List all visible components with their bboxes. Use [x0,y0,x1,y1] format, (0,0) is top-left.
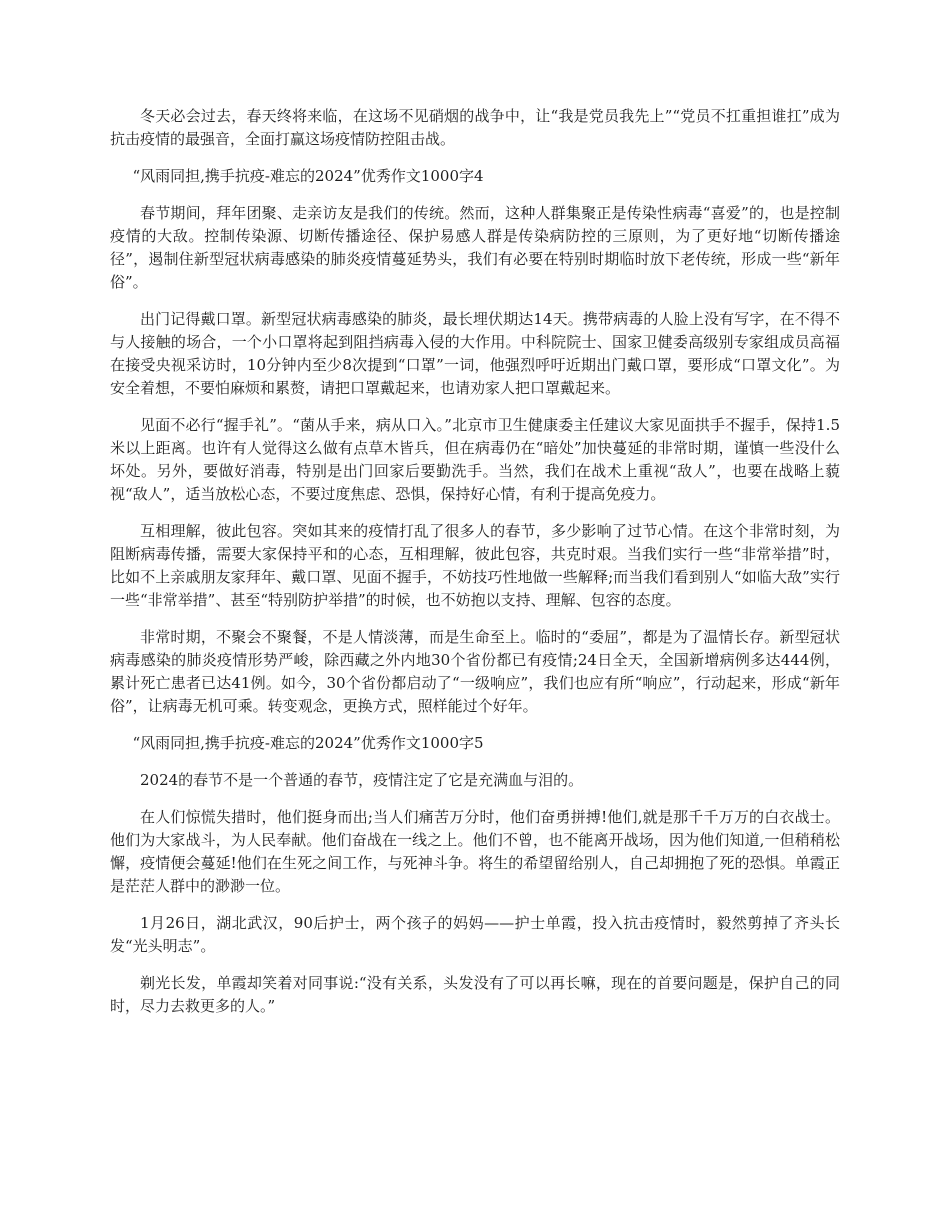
paragraph: 非常时期，不聚会不聚餐，不是人情淡薄，而是生命至上。临时的“委屈”，都是为了温情长存。新型冠状病毒感染的肺炎疫情形势严峻，除西藏之外内地30个省份都已有疫情;24日全天，全国新增病例多达444例，累计死亡患者已达41例。如今，30个省份都启动了“一级响应”，我们也应有所“响应”，行动起来，形成“新年俗”，让病毒无机可乘。转变观念，更换方式，照样能过个好年。 [110,628,840,715]
paragraph: 见面不必行“握手礼”。“菌从手来，病从口入。”北京市卫生健康委主任建议大家见面拱手不握手，保持1.5米以上距离。也许有人觉得这么做有点草木皆兵，但在病毒仍在“暗处”加快蔓延的非常时期，谨慎一些没什么坏处。另外，要做好消毒，特别是出门回家后要勤洗手。当然，我们在战术上重视“敌人”，也要在战略上藐视“敌人”，适当放松心态，不要过度焦虑、恐惧，保持好心情，有利于提高免疫力。 [110,416,840,503]
paragraph: 出门记得戴口罩。新型冠状病毒感染的肺炎，最长埋伏期达14天。携带病毒的人脸上没有写字，在不得不与人接触的场合，一个小口罩将起到阻挡病毒入侵的大作用。中科院院士、国家卫健委高级别专家组成员高福在接受央视采访时，10分钟内至少8次提到“口罩”一词，他强烈呼吁近期出门戴口罩，要形成“口罩文化”。为安全着想，不要怕麻烦和累赘，请把口罩戴起来，也请劝家人把口罩戴起来。 [110,310,840,397]
paragraph: 冬天必会过去，春天终将来临，在这场不见硝烟的战争中，让“我是党员我先上”“党员不扛重担谁扛”成为抗击疫情的最强音，全面打赢这场疫情防控阻击战。 [110,107,840,148]
paragraph: 剃光长发，单霞却笑着对同事说:“没有关系，头发没有了可以再长嘛，现在的首要问题是，保护自己的同时，尽力去救更多的人。” [110,974,840,1015]
essay-heading: “风雨同担,携手抗疫-难忘的2024”优秀作文1000字5 [132,734,484,752]
paragraph: 在人们惊慌失措时，他们挺身而出;当人们痛苦万分时，他们奋勇拼搏!他们,就是那千千万万的白衣战士。他们为大家战斗，为人民奉献。他们奋战在一线之上。他们不曾，也不能离开战场，因为他们知道,一但稍稍松懈，疫情便会蔓延!他们在生死之间工作，与死神斗争。将生的希望留给别人，自己却拥抱了死的恐惧。单霞正是茫茫人群中的渺渺一位。 [110,808,840,895]
paragraph: 1月26日，湖北武汉，90后护士，两个孩子的妈妈——护士单霞，投入抗击疫情时，毅然剪掉了齐头长发“光头明志”。 [110,914,840,955]
paragraph: 互相理解，彼此包容。突如其来的疫情打乱了很多人的春节，多少影响了过节心情。在这个非常时刻，为阻断病毒传播，需要大家保持平和的心态，互相理解，彼此包容，共克时艰。当我们实行一些“非常举措”时，比如不上亲戚朋友家拜年、戴口罩、见面不握手，不妨技巧性地做一些解释;而当我们看到别人“如临大敌”实行一些“非常举措”、甚至“特别防护举措”的时候，也不妨抱以支持、理解、包容的态度。 [110,522,840,609]
paragraph: 春节期间，拜年团聚、走亲访友是我们的传统。然而，这种人群集聚正是传染性病毒“喜爱”的，也是控制疫情的大敌。控制传染源、切断传播途径、保护易感人群是传染病防控的三原则，为了更好地“切断传播途径”，遏制住新型冠状病毒感染的肺炎疫情蔓延势头，我们有必要在特别时期临时放下老传统，形成一些“新年俗”。 [110,204,840,291]
essay-heading: “风雨同担,携手抗疫-难忘的2024”优秀作文1000字4 [132,167,484,185]
paragraph: 2024的春节不是一个普通的春节，疫情注定了它是充满血与泪的。 [140,771,584,789]
document-body [110,105,840,1032]
